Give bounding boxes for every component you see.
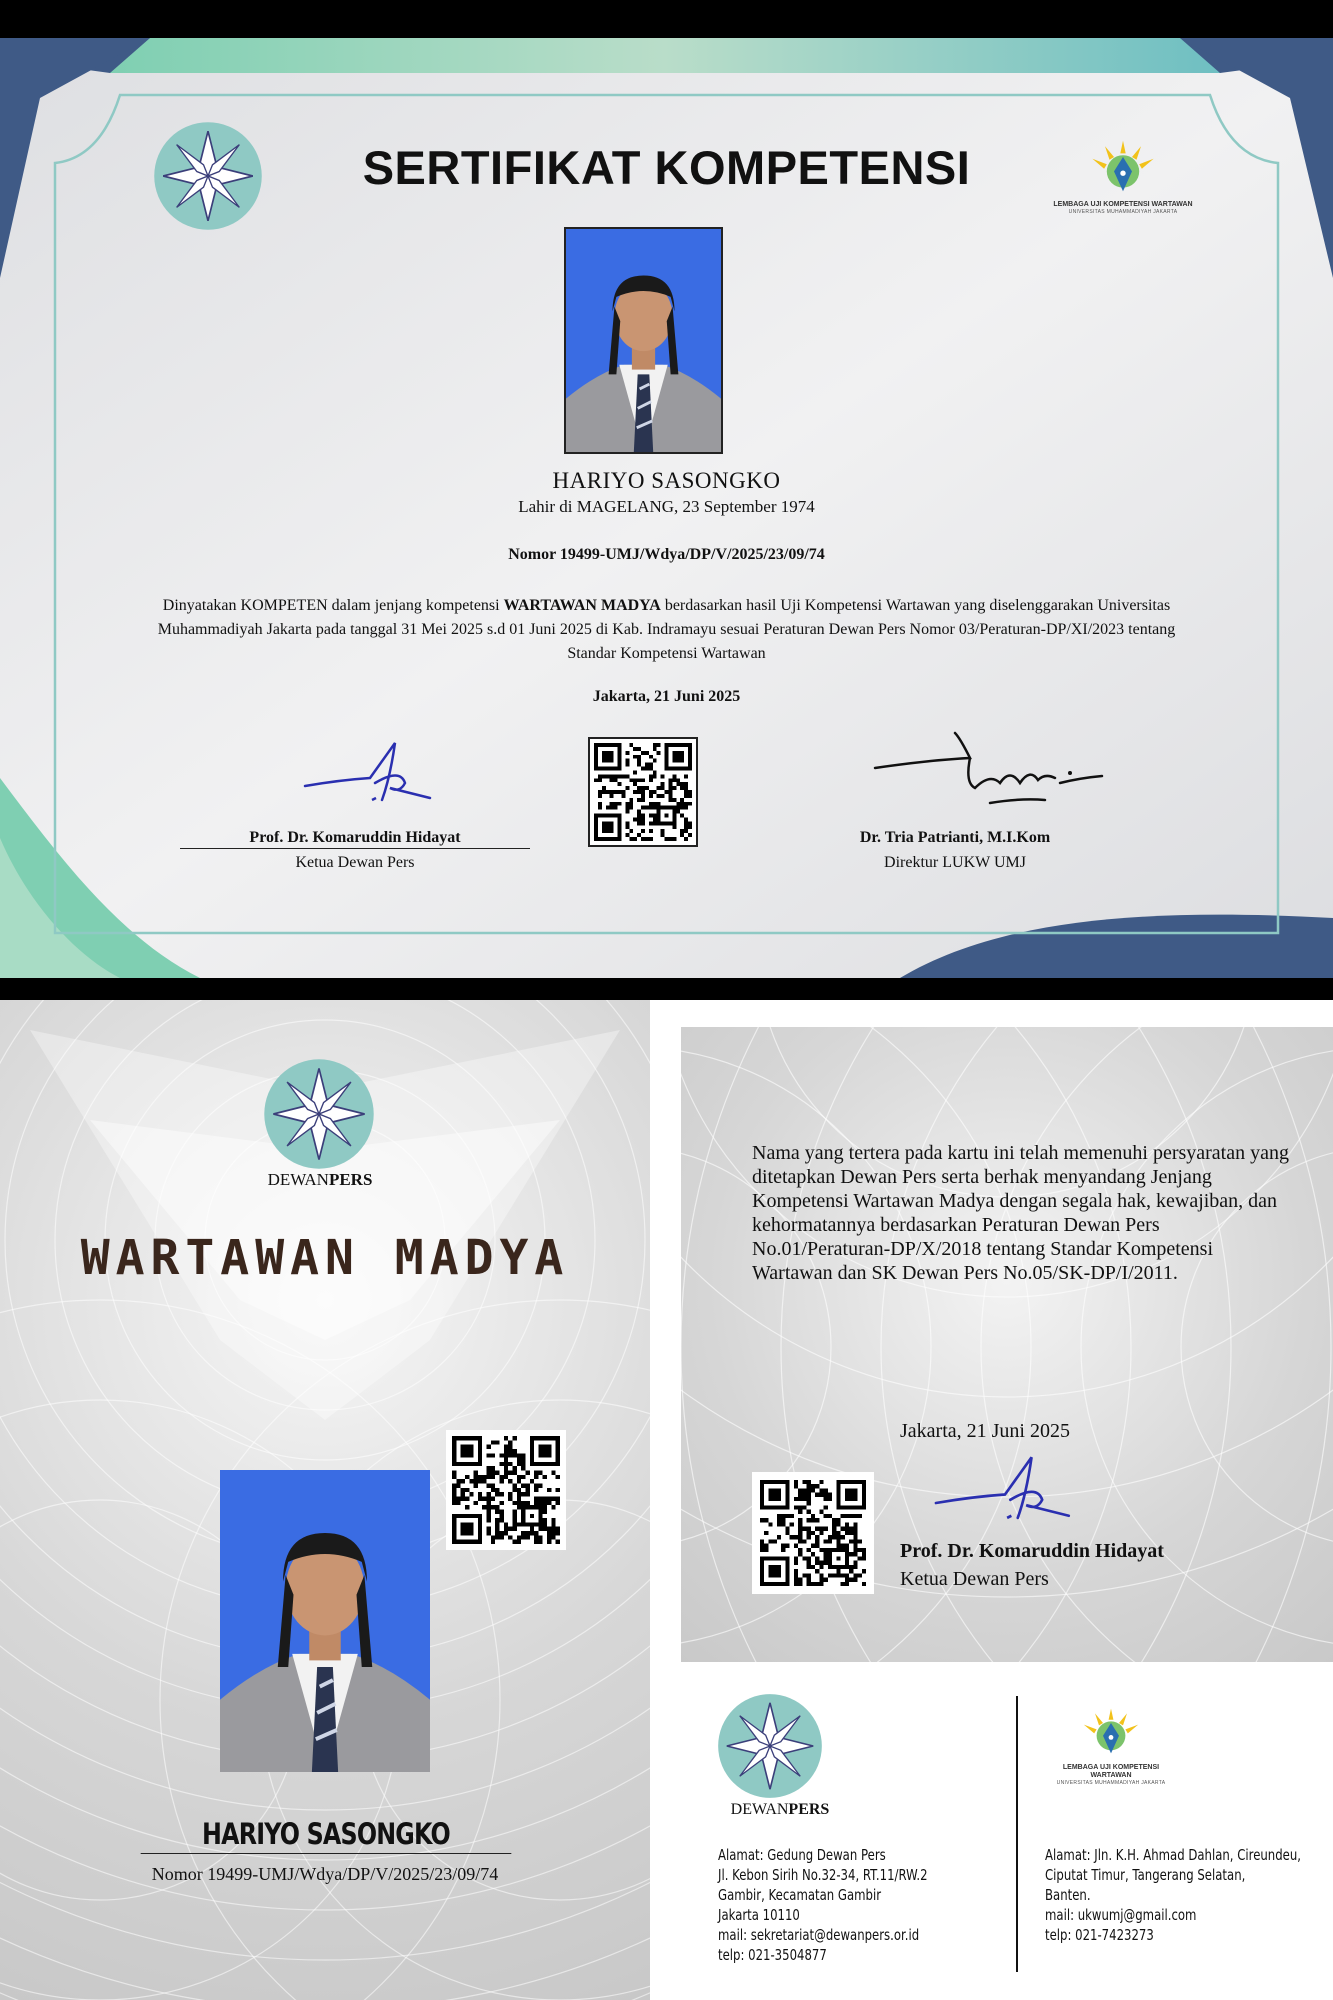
certificate: [0, 38, 1333, 978]
certificate-number: Nomor 19499-UMJ/Wdya/DP/V/2025/23/09/74: [508, 546, 825, 563]
signature-icon: [870, 728, 1110, 823]
qr-code-icon: [452, 1436, 560, 1544]
address-email: mail: sekretariat@dewanpers.or.id: [718, 1926, 920, 1944]
dewan-pers-logo: [262, 1057, 376, 1171]
dewan-pers-wordmark: [220, 1170, 420, 1190]
holder-photo: [564, 227, 723, 454]
holder-photo: [220, 1470, 430, 1772]
competency-level-title: WARTAWAN MADYA: [80, 1230, 570, 1286]
address-line: Ciputat Timur, Tangerang Selatan,: [1045, 1866, 1246, 1884]
card-back-qr-code[interactable]: [752, 1472, 874, 1594]
dewan-pers-logo: [716, 1692, 824, 1800]
qr-code-icon: [594, 743, 692, 841]
lukw-subcaption: UNIVERSITAS MUHAMMADIYAH JAKARTA: [1068, 209, 1178, 215]
statement-suffix: berdasarkan hasil Uji Kompetensi Wartawan yang diselenggarakan Universitas Muhammadiyah Jakarta pada tanggal 31 Mei 2025 s.d 01 Juni 2025 di Kab. Indramayu sesuai Peraturan Dewan Pers Nomor 03/Peraturan-DP/XI/2023 tentang Standar Kompetensi Wartawan: [157, 597, 1176, 662]
signer-chairman-role: Ketua Dewan Pers: [295, 854, 415, 871]
certificate-qr-code[interactable]: [588, 737, 698, 847]
card-front-qr-code[interactable]: [446, 1430, 566, 1550]
lukw-sun-pen-icon: [1078, 136, 1168, 196]
wordmark-bold: PERS: [328, 1170, 373, 1189]
wordmark-regular: DEWAN: [267, 1170, 329, 1189]
statement-prefix: Dinyatakan KOMPETEN dalam jenjang kompetensi: [162, 597, 504, 614]
card-number: Nomor 19499-UMJ/Wdya/DP/V/2025/23/09/74: [151, 1864, 499, 1884]
certificate-statement: [150, 594, 1183, 666]
address-line: Jl. Kebon Sirih No.32-34, RT.11/RW.2: [718, 1866, 928, 1884]
qr-code-icon: [760, 1480, 866, 1586]
lukw-sun-pen-icon: [1071, 1703, 1151, 1759]
lukw-subcaption: UNIVERSITAS MUHAMMADIYAH JAKARTA: [1056, 1780, 1166, 1786]
lukw-address: [1045, 1845, 1326, 1945]
address-line: Jakarta 10110: [718, 1906, 800, 1924]
footer-divider: [1016, 1696, 1018, 1972]
address-phone: telp: 021-7423273: [1045, 1926, 1154, 1944]
statement-level: WARTAWAN MADYA: [503, 597, 661, 614]
signer-director-name: Dr. Tria Patrianti, M.I.Kom: [859, 829, 1051, 846]
signature-director: [870, 728, 1110, 823]
certificate-date: Jakarta, 21 Juni 2025: [592, 688, 741, 705]
wordmark-bold: PERS: [788, 1801, 830, 1818]
person-portrait-icon: [220, 1470, 430, 1772]
address-line: Alamat: Gedung Dewan Pers: [718, 1846, 886, 1864]
holder-name: HARIYO SASONGKO: [141, 1817, 512, 1854]
card-back-signer-role: Ketua Dewan Pers: [900, 1568, 1049, 1590]
signature-icon: [925, 1452, 1085, 1537]
lukw-caption: LEMBAGA UJI KOMPETENSI WARTAWAN: [1053, 201, 1193, 208]
person-portrait-icon: [566, 229, 721, 452]
middle-black-bar: [0, 978, 1333, 1000]
lukw-caption: LEMBAGA UJI KOMPETENSI WARTAWAN: [1062, 1764, 1160, 1779]
card-back-signer-name: Prof. Dr. Komaruddin Hidayat: [900, 1540, 1164, 1562]
address-line: Gambir, Kecamatan Gambir: [718, 1886, 882, 1904]
address-phone: telp: 021-3504877: [718, 1946, 827, 1964]
signature-chairman: [925, 1452, 1085, 1537]
signer-chairman-name: Prof. Dr. Komaruddin Hidayat: [180, 829, 530, 849]
dewan-pers-star-icon: [262, 1057, 376, 1171]
card-back-date: Jakarta, 21 Juni 2025: [900, 1420, 1070, 1442]
address-line: Banten.: [1045, 1886, 1091, 1904]
certificate-title: SERTIFIKAT KOMPETENSI: [362, 141, 971, 194]
dewan-pers-wordmark: [700, 1801, 860, 1819]
signature-icon: [300, 738, 440, 818]
wordmark-regular: DEWAN: [730, 1801, 789, 1818]
signature-chairman: [300, 738, 440, 818]
address-email: mail: ukwumj@gmail.com: [1045, 1906, 1197, 1924]
signer-director-role: Direktur LUKW UMJ: [884, 854, 1026, 871]
dewan-pers-star-icon: [716, 1692, 824, 1800]
dewan-pers-address: [718, 1845, 975, 1965]
address-line: Alamat: Jln. K.H. Ahmad Dahlan, Cireundeu,: [1045, 1846, 1301, 1864]
holder-name: HARIYO SASONGKO: [552, 468, 781, 493]
card-back-statement: Nama yang tertera pada kartu ini telah memenuhi persyaratan yang ditetapkan Dewan Pers serta berhak menyandang Jenjang Kompetensi Wartawan Madya dengan segala hak, kewajiban, dan kehormatannya berdasarkan Peraturan Dewan Pers No.01/Peraturan-DP/X/2018 tentang Standar Kompetensi Wartawan dan SK Dewan Pers No.05/SK-DP/I/2011.: [752, 1142, 1289, 1284]
id-card-front: [0, 1000, 650, 2000]
top-black-bar: [0, 0, 1333, 38]
holder-birth-info: Lahir di MAGELANG, 23 September 1974: [518, 497, 815, 516]
lukw-logo: [1052, 136, 1194, 232]
lukw-logo: [1045, 1703, 1177, 1793]
